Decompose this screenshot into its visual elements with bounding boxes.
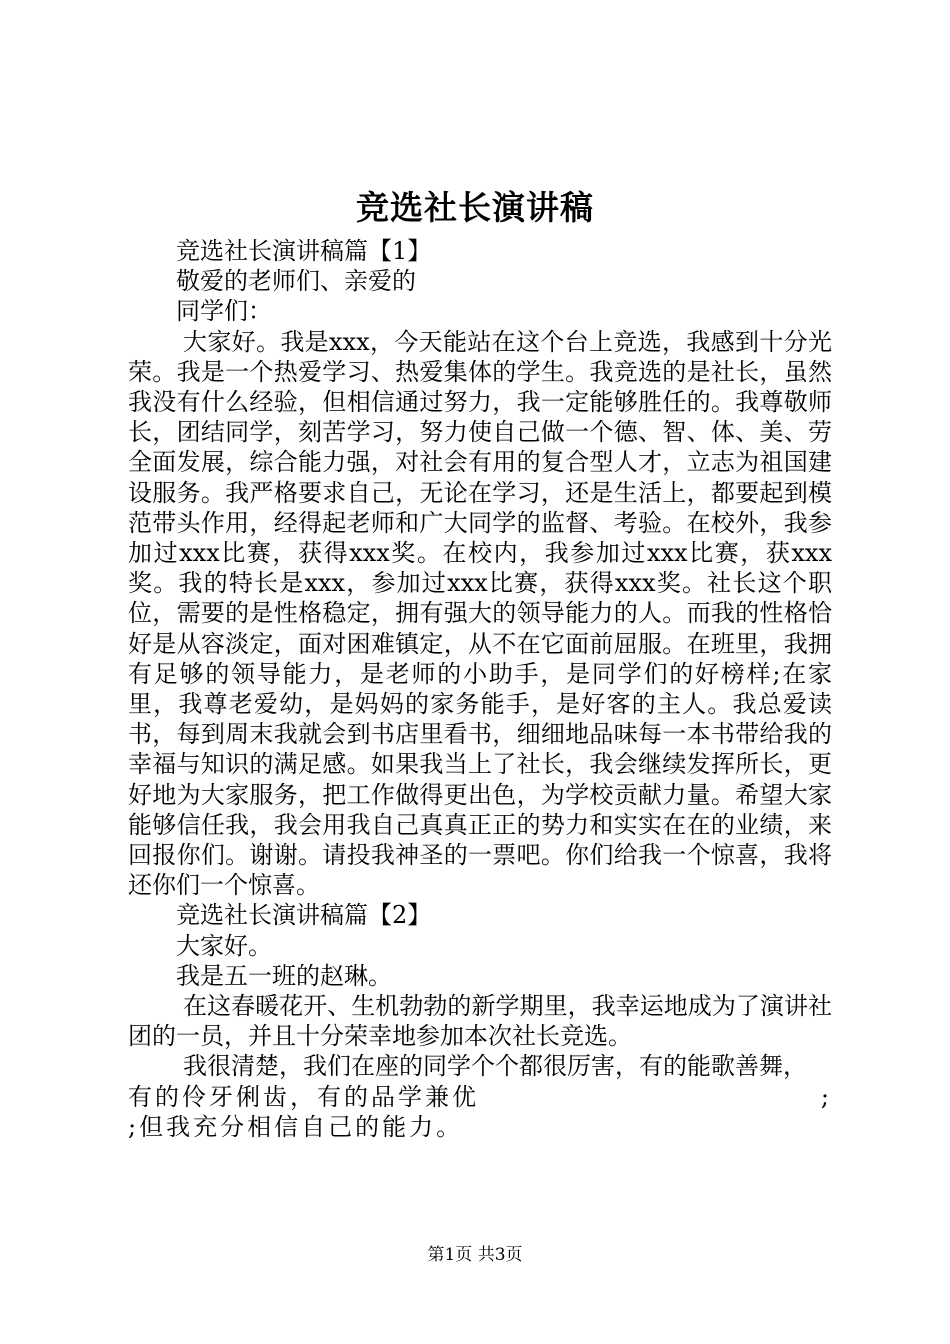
section2-greeting: 大家好。 bbox=[176, 931, 272, 960]
page-number-footer: 第1页 共3页 bbox=[427, 1245, 523, 1265]
section1-salutation-line1: 敬爱的老师们、亲爱的 bbox=[176, 267, 416, 296]
document-body bbox=[128, 236, 832, 1142]
section2-heading: 竞选社长演讲稿篇【2】 bbox=[176, 901, 432, 930]
section2-paragraph-1: 在这春暖花开、生机勃勃的新学期里，我幸运地成为了演讲社团的一员，并且十分荣幸地参加本次社长竞选。 bbox=[128, 992, 832, 1051]
section1-heading: 竞选社长演讲稿篇【1】 bbox=[176, 237, 432, 265]
section2-intro: 我是五一班的赵琳。 bbox=[176, 961, 392, 990]
section1-body-paragraph: 大家好。我是xxx，今天能站在这个台上竞选，我感到十分光荣。我是一个热爱学习、热爱集体的学生。我竞选的是社长，虽然我没有什么经验，但相信通过努力，我一定能够胜任的。我尊敬师长，团结同学，刻苦学习，努力使自己做一个德、智、体、美、劳全面发展，综合能力强，对社会有用的复合型人才，立志为祖国建设服务。我严格要求自己，无论在学习，还是生活上，都要起到模范带头作用，经得起老师和广大同学的监督、考验。在校外，我参加过xxx比赛，获得xxx奖。在校内，我参加过xxx比赛，获xxx奖。我的特长是xxx，参加过xxx比赛，获得xxx奖。社长这个职位，需要的是性格稳定，拥有强大的领导能力的人。而我的性格恰好是从容淡定，面对困难镇定，从不在它面前屈服。在班里，我拥有足够的领导能力，是老师的小助手，是同学们的好榜样;在家里，我尊老爱幼，是妈妈的家务能手，是好客的主人。我总爱读书，每到周末我就会到书店里看书，细细地品味每一本书带给我的幸福与知识的满足感。如果我当上了社长，我会继续发挥所长，更好地为大家服务，把工作做得更出色，为学校贡献力量。希望大家能够信任我，我会用我自己真真正正的势力和实实在在的业绩，来回报你们。谢谢。请投我神圣的一票吧。你们给我一个惊喜，我将还你们一个惊喜。 bbox=[128, 327, 832, 900]
section1-salutation-line2: 同学们： bbox=[176, 297, 272, 326]
split-line-left-text: 有的伶牙俐齿，有的品学兼优 bbox=[128, 1082, 479, 1111]
section2-split-line bbox=[128, 1082, 832, 1112]
document-title: 竞选社长演讲稿 bbox=[356, 188, 594, 227]
section2-paragraph-2: 我很清楚，我们在座的同学个个都很厉害，有的能歌善舞， bbox=[183, 1052, 807, 1081]
split-line-right-text: ; bbox=[820, 1082, 832, 1111]
section2-last-line: ;但我充分相信自己的能力。 bbox=[128, 1112, 464, 1141]
